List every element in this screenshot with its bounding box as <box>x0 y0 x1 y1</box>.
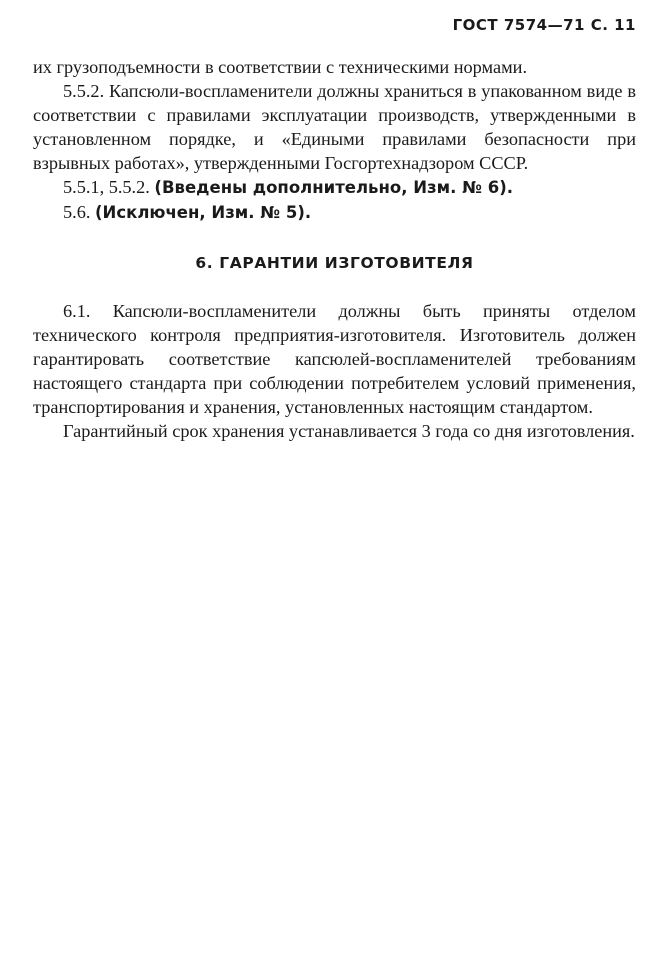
paragraph-warranty-period: Гарантийный срок хранения устанавливается 3 года со дня изготовления. <box>63 421 635 441</box>
running-header: ГОСТ 7574—71 С. 11 <box>452 16 636 34</box>
paragraph-continued: их грузоподъемности в соответствии с техническими нормами. <box>33 57 528 77</box>
clause-5-6-number: 5.6. <box>63 202 91 222</box>
section-heading-6: 6. ГАРАНТИИ ИЗГОТОВИТЕЛЯ <box>195 254 474 272</box>
paragraph-6-1: 6.1. Капсюли-воспламенители должны быть приняты отделом технического контроля предприятия-изготовителя. Изготовитель должен гарантировать соответствие капсюлей-воспламенителей требованиям настоящего стандарта при соблюдении потребителем условий применения, транспортирования и хранения, установленных настоящим стандартом. <box>33 301 636 417</box>
paragraph-5-5-2: 5.5.2. Капсюли-воспламенители должны храниться в упакованном виде в соответствии с правилами эксплуатации производств, утвержденными в установленном порядке, и «Едиными правилами безопасности при взрывных работах», утвержденными Госгортехнадзором СССР. <box>33 81 636 173</box>
amendment-clause-numbers: 5.5.1, 5.5.2. <box>63 177 150 197</box>
clause-5-6-note: (Исключен, Изм. № 5). <box>95 203 312 222</box>
paragraph-amendment-5-5 <box>33 175 636 200</box>
paragraph-5-6 <box>33 200 636 225</box>
document-body <box>33 55 636 443</box>
amendment-note: (Введены дополнительно, Изм. № 6). <box>154 178 513 197</box>
